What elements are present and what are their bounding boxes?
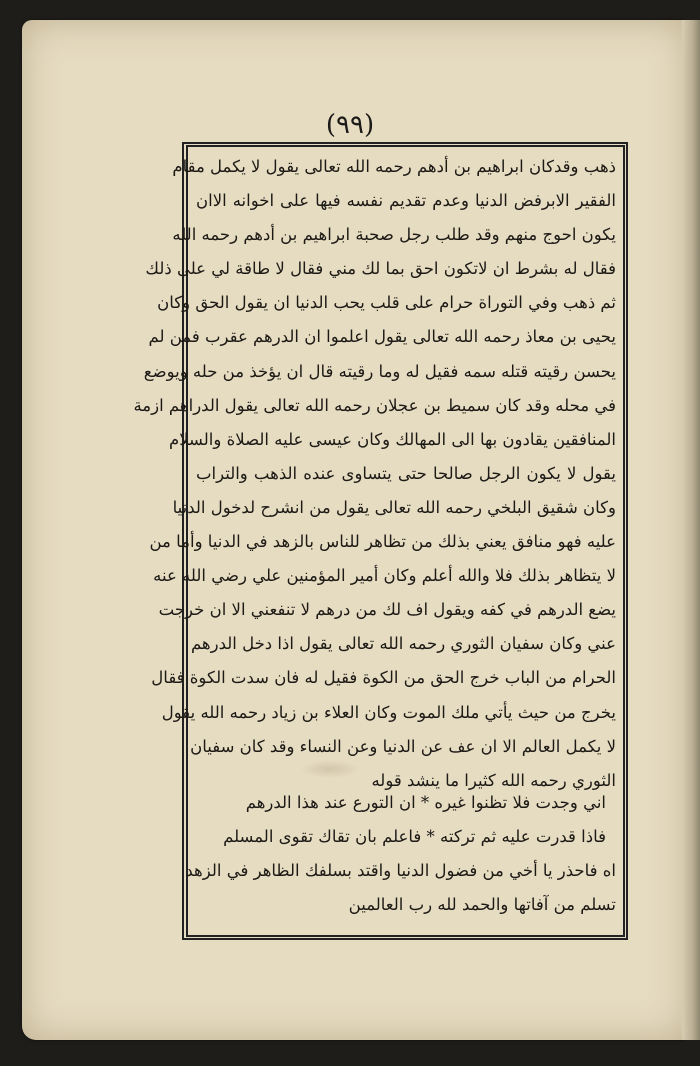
verse-line: فاذا قدرت عليه ثم تركته * فاعلم بان تقاك تقوى المسلم (223, 827, 606, 846)
text-line: وكان شقيق البلخي رحمه الله تعالى يقول من انشرح لدخول الدنيا (172, 497, 616, 517)
text-line: المنافقين يقادون بها الى المهالك وكان عيسى عليه الصلاة والسلام (168, 429, 616, 449)
text-line: ثم ذهب وفي التوراة حرام على قلب يحب الدنيا ان يقول الحق وكان (157, 293, 616, 313)
text-line: الثوري رحمه الله كثيرا ما ينشد قوله (371, 770, 616, 790)
text-line: فقال له بشرط ان لاتكون احق بما لك مني فقال لا طاقة لي على ذلك (145, 259, 616, 279)
poetry-block (185, 786, 616, 922)
page-number: (٩٩) (325, 110, 375, 140)
closing-line: تسلم من آفاتها والحمد لله رب العالمين (348, 895, 616, 914)
text-line: عني وكان سفيان الثوري رحمه الله تعالى يقول اذا دخل الدرهم (190, 634, 616, 654)
text-line: اه فاحذر يا أخي من فضول الدنيا واقتد بسلفك الظاهر في الزهد (185, 861, 616, 880)
text-line: يقول لا يكون الرجل صالحا حتى يتساوى عنده الذهب والتراب (196, 463, 616, 483)
text-line: لا يكمل العالم الا ان عف عن الدنيا وعن النساء وقد كان سفيان (190, 736, 616, 756)
text-line: يحيى بن معاذ رحمه الله تعالى يقول اعلموا ان الدرهم عقرب فمن لم (148, 327, 616, 347)
text-line: في محله وقد كان سميط بن عجلان رحمه الله تعالى يقول الدراهم ازمة (133, 395, 616, 415)
text-line: ذهب وقدكان ابراهيم بن أدهم رحمه الله تعالى يقول لا يكمل مقام (172, 157, 616, 176)
text-line: يكون احوج منهم وقد طلب رجل صحبة ابراهيم بن أدهم رحمه الله (172, 225, 616, 245)
text-line: يضع الدرهم في كفه ويقول اف لك من درهم لا تنفعني الا ان خرجت (158, 600, 616, 620)
text-line: عليه فهو منافق يعني بذلك من تظاهر للناس بالزهد في الدنيا وأما من (149, 532, 616, 552)
text-line: الفقير الابرفض الدنيا وعدم تقديم نفسه فيها على اخوانه الاان (196, 191, 616, 211)
text-line: لا يتظاهر بذلك فلا والله أعلم وكان أمير المؤمنين علي رضي الله عنه (153, 566, 616, 586)
verse-line: اني وجدت فلا تظنوا غيره * ان التورع عند هذا الدرهم (245, 793, 606, 812)
body-text (133, 150, 616, 798)
text-line: يحسن رقيته قتله سمه فقيل له وما رقيته قال ان يؤخذ من حله ويوضع (143, 361, 616, 381)
page-edge (682, 20, 700, 1040)
text-line: يخرج من حيث يأتي ملك الموت وكان العلاء بن زياد رحمه الله يقول (161, 702, 616, 722)
text-line: الحرام من الباب خرج الحق من الكوة فقيل له فان سدت الكوة فقال (151, 668, 616, 688)
